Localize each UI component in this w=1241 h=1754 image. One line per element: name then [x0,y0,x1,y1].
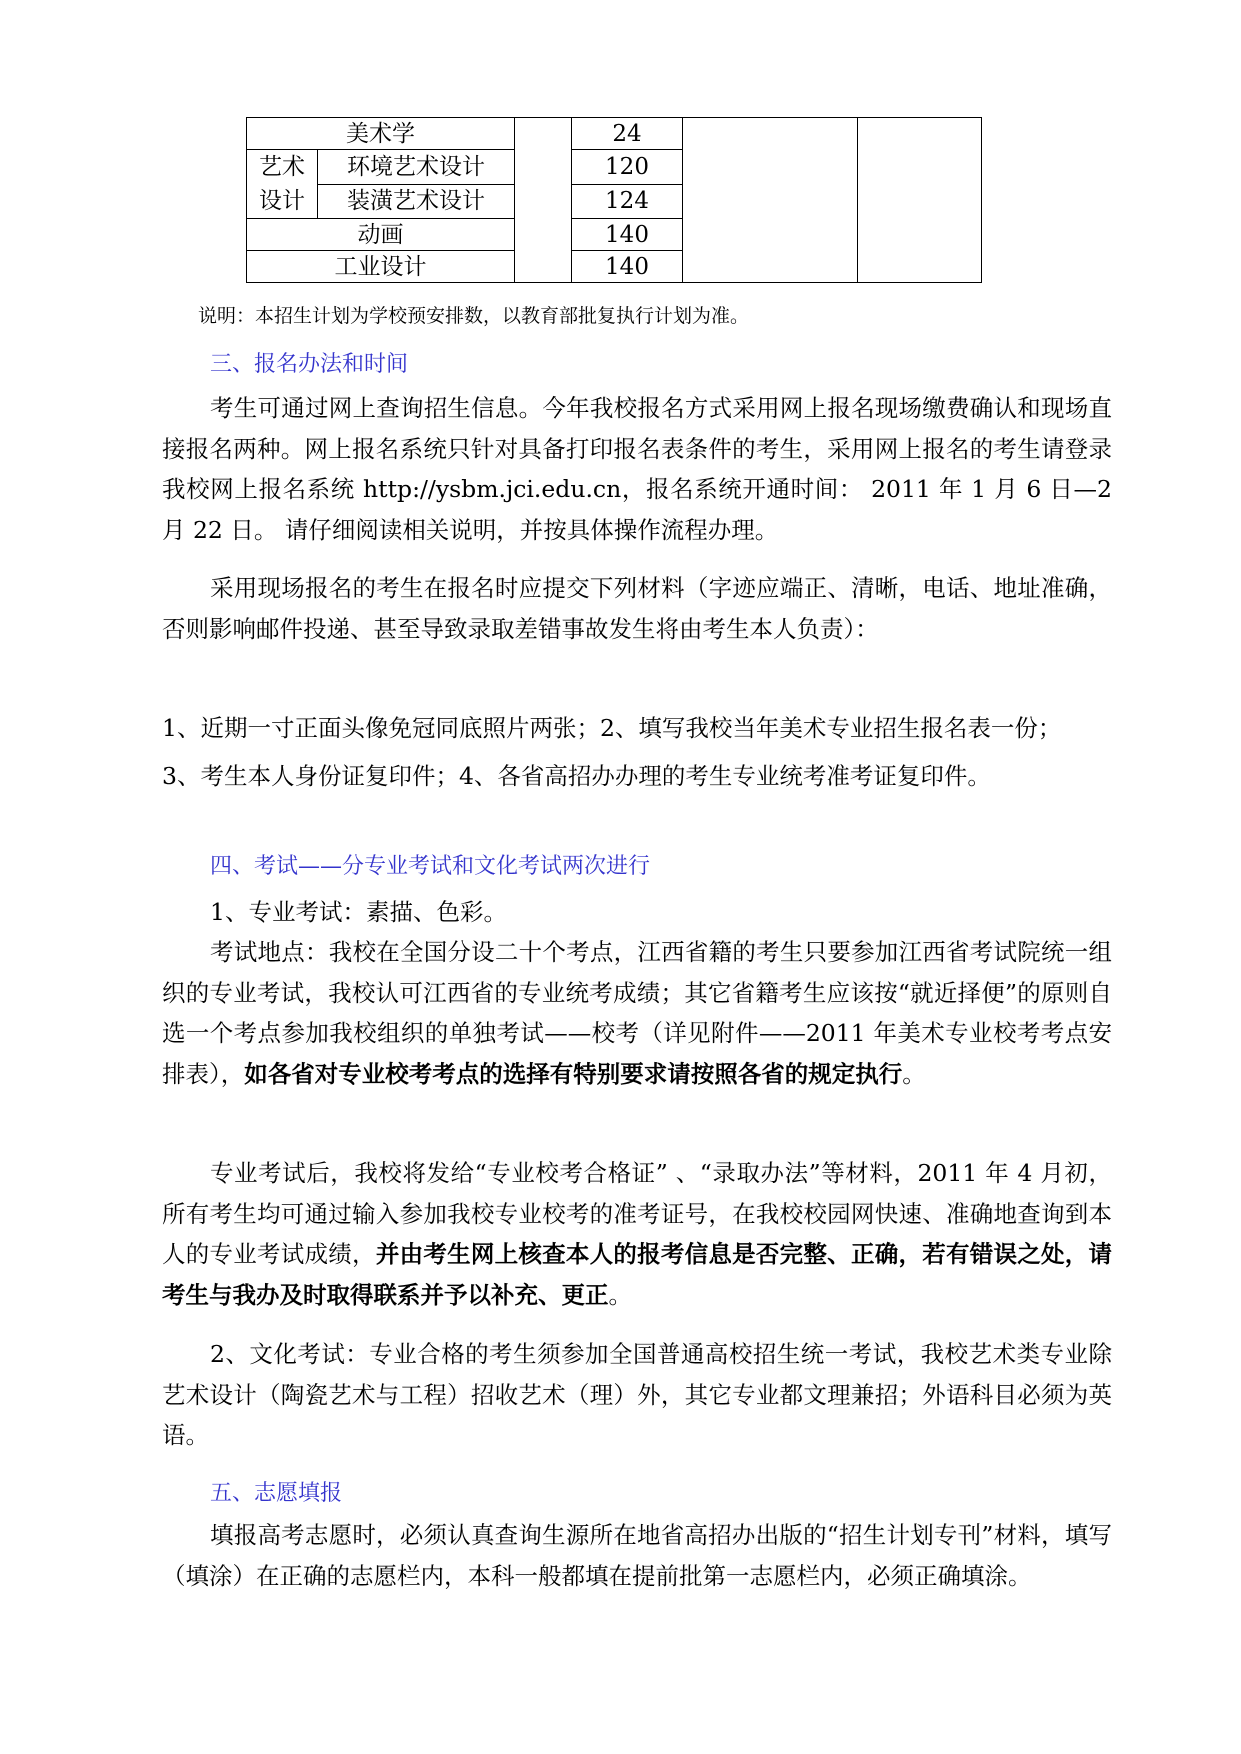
paragraph [162,932,1112,1094]
count-cell: 140 [572,251,683,283]
category-line: 艺术 [259,154,305,180]
paragraph-text: 专业考试后，我校将发给“专业校考合格证” 、“录取办法”等材料，2011 年 4 月初，所有考生均可通过输入参加我校专业校考的准考证号，在我校校园网快速、准确地查询到本人的专业考试成绩， [162,1159,1112,1268]
count-cell: 24 [572,118,683,150]
paragraph: 采用现场报名的考生在报名时应提交下列材料（字迹应端正、清晰，电话、地址准确，否则影响邮件投递、甚至导致录取差错事故发生将由考生本人负责）： [162,574,1112,643]
enrollment-plan-table [246,117,982,283]
paragraph: 考生可通过网上查询招生信息。今年我校报名方式采用网上报名现场缴费确认和现场直接报名两种。网上报名系统只针对具备打印报名表条件的考生，采用网上报名的考生请登录我校网上报名系统 http://ysbm.jci.edu.cn，报名系统开通时间： 2011 年 1 月 6 日—2 月 22 日。 请仔细阅读相关说明，并按具体操作流程办理。 [162,394,1112,544]
major-name-cell: 美术学 [247,118,515,150]
emphasis-text: 并由考生网上核查本人的报考信息是否完整、正确，若有错误之处，请考生与我办及时取得联系并予以补充、更正 [162,1240,1113,1309]
paragraph: 2、文化考试：专业合格的考生须参加全国普通高校招生统一考试，我校艺术类专业除艺术设计（陶瓷艺术与工程）招收艺术（理）外，其它专业都文理兼招；外语科目必须为英语。 [162,1340,1112,1449]
emphasis-text: 如各省对专业校考考点的选择有特别要求请按照各省的规定执行 [244,1059,903,1088]
major-name-cell: 动画 [247,219,515,251]
paragraph-text: 。 [902,1059,926,1088]
empty-cell [858,118,982,283]
section-heading: 五、志愿填报 [210,1481,343,1506]
major-name-cell: 装潢艺术设计 [318,184,515,219]
empty-cell [683,118,858,283]
section-heading: 三、报名办法和时间 [210,352,409,377]
count-cell: 124 [572,184,683,219]
empty-cell [515,118,572,283]
table-note: 说明：本招生计划为学校预安排数，以教育部批复执行计划为准。 [198,305,750,327]
count-cell: 120 [572,150,683,185]
paragraph: 填报高考志愿时，必须认真查询生源所在地省高招办出版的“招生计划专刊”材料，填写（填涂）在正确的志愿栏内，本科一般都填在提前批第一志愿栏内，必须正确填涂。 [162,1521,1112,1590]
category-line: 设计 [259,188,305,214]
table-row [247,118,982,150]
major-name-cell: 工业设计 [247,251,515,283]
subheading: 1、专业考试：素描、色彩。 [210,898,507,926]
paragraph-text: 考试地点：我校在全国分设二十个考点，江西省籍的考生只要参加江西省考试院统一组织的专业考试，我校认可江西省的专业统考成绩；其它省籍考生应该按“就近择便”的原则自选一个考点参加我校组织的单独考试——校考（详见附件——2011 年美术专业校考考点安排表）， [162,938,1112,1088]
materials-list-line: 1、近期一寸正面头像免冠同底照片两张；2、填写我校当年美术专业招生报名表一份； [162,714,1062,742]
major-name-cell: 环境艺术设计 [318,150,515,185]
paragraph-text: 。 [608,1280,632,1309]
paragraph [162,1153,1112,1315]
category-cell [247,150,318,219]
section-heading: 四、考试——分专业考试和文化考试两次进行 [210,854,651,879]
count-cell: 140 [572,219,683,251]
materials-list-line: 3、考生本人身份证复印件；4、各省高招办办理的考生专业统考准考证复印件。 [162,762,991,790]
